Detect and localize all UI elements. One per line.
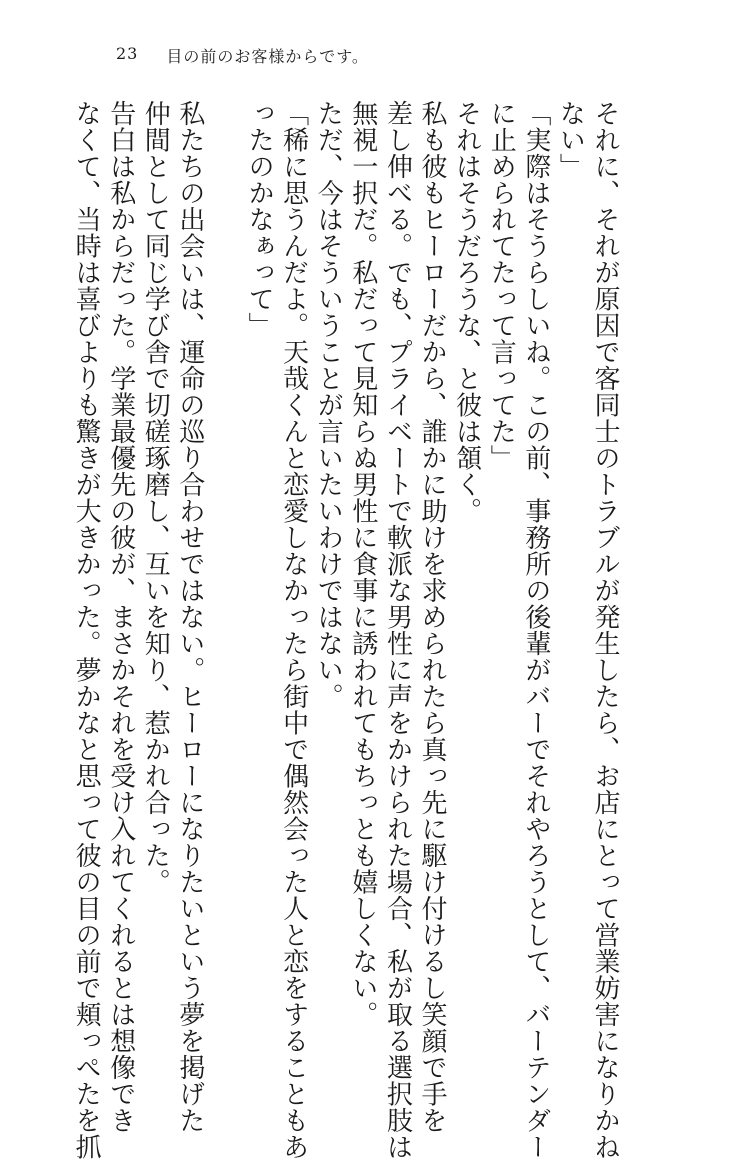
text-line: なくて、当時は喜びよりも驚きが大きかった。夢かなと思って彼の目の前で頬っぺたを抓 <box>71 100 102 1160</box>
blank-line <box>207 100 242 930</box>
page-number: 23 <box>116 44 139 63</box>
text-line: ただ、今はそういうことが言いたいわけではない。 <box>313 100 344 710</box>
text-line: に止められてたって言ってた」 <box>486 100 517 471</box>
text-line: 差し伸べる。でも、プライベートで軟派な男性に声をかけられた場合、私が取る選択肢は <box>382 100 413 1160</box>
text-line: 仲間として同じ学び舎で切磋琢磨し、互いを知り、惹かれ合った。 <box>140 100 171 895</box>
text-line: 「稀に思うんだよ。天哉くんと恋愛しなかったら街中で偶然会った人と恋をすることもあ <box>278 100 309 1160</box>
running-header <box>116 44 369 67</box>
text-line: 私も彼もヒーローだから、誰かに助けを求められたら真っ先に駆け付けるし笑顔で手を <box>417 100 448 1134</box>
text-line: ったのかなぁって」 <box>244 100 275 339</box>
text-line: それはそうだろうな、と彼は頷く。 <box>451 100 482 524</box>
vertical-text-body <box>69 100 623 1160</box>
text-line: 無視一択だ。私だって見知らぬ男性に食事に誘われてもちっとも嬉しくない。 <box>347 100 378 1028</box>
text-line: それに、それが原因で客同士のトラブルが発生したら、お店にとって営業妨害になりかね <box>590 100 620 1160</box>
running-title: 目の前のお客様からです。 <box>166 47 369 66</box>
text-line: ない」 <box>555 100 586 180</box>
text-line: 告白は私からだった。学業最優先の彼が、まさかそれを受け入れてくれるとは想像でき <box>105 100 136 1134</box>
text-line: 「実際はそうらしいね。この前、事務所の後輩がバーでそれやろうとして、バーテンダー <box>520 100 551 1160</box>
text-line: 私たちの出会いは、運命の巡り合わせではない。ヒーローになりたいという夢を掲げた <box>174 100 205 1134</box>
